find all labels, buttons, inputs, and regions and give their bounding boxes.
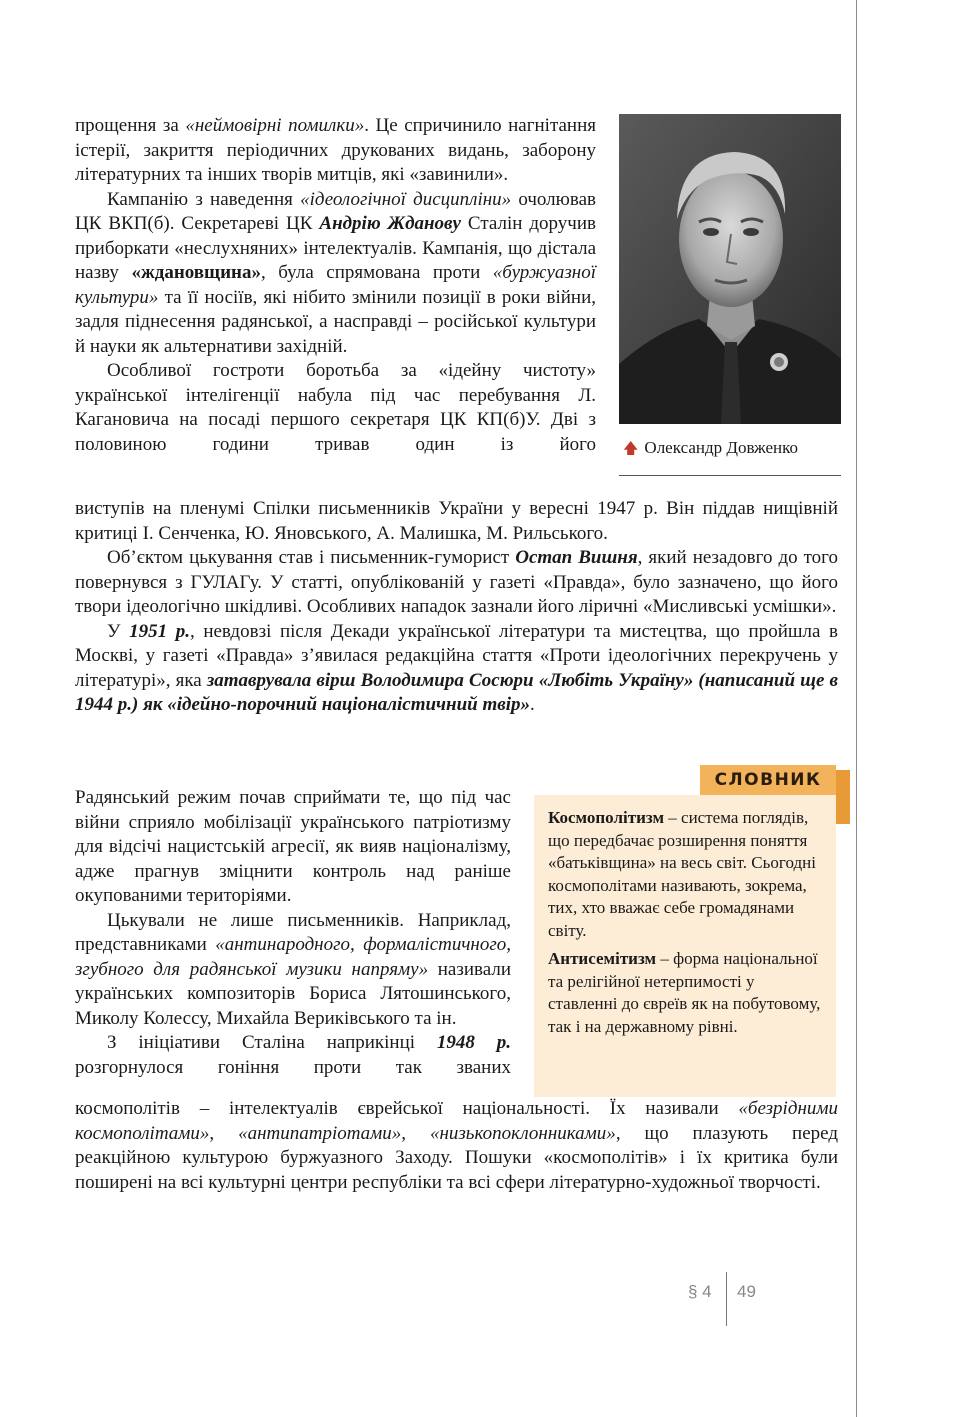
glossary-entry-cosmopolitanism: Космополітизм – система поглядів, що передбачає розширення поняття «батьківщина» на весь світ. Сьогодні космополітами називають, зокрема, тих, хто вважає себе громадянами світу. <box>548 808 816 940</box>
paragraph-4: Об’єктом цькування став і письменник-гуморист Остап Вишня, який незадовго до того повернувся з ГУЛАГу. У статті, опублікованій у газеті «Правда», було зазначено, що його твори ідеологічно шкідливі. Особливих нападок зазнали його ліричні «Мисливські усмішки». <box>75 547 839 617</box>
glossary-box <box>534 795 836 1097</box>
paragraph-7-start: З ініціативи Сталіна наприкінці 1948 р. розгорнулося гоніння проти так званих <box>75 1032 511 1078</box>
glossary-tab-flap <box>836 770 850 824</box>
paragraph-number: § 4 <box>688 1282 712 1301</box>
portrait-photo <box>619 114 841 424</box>
text-column-full <box>75 497 838 718</box>
paragraph-5: У 1951 р., невдовзі після Декади української літератури та мистецтва, що пройшла в Москві, у газеті «Правда» з’явилася редакційна стаття «Проти ідеологічних перекручень у літературі», яка затаврувала вірш Володимира Сосюри «Любіть Україну» (написаний ще в 1944 р.) як «ідейно-порочний націоналістичний твір». <box>75 620 838 715</box>
text-column-middle <box>75 786 511 1080</box>
paragraph-6: Цькували не лише письменників. Наприклад, представниками «антинародного, формалістичного, згубного для радянської музики напряму» називали українських композиторів Бориса Лятошинського, Миколу Колессу, Михайла Вериківського та ін. <box>75 909 512 1029</box>
page-number: 49 <box>737 1282 756 1301</box>
paragraph-5-end: Радянський режим почав сприймати те, що під час війни сприяло мобілізації українського патріотизму для відсічі нацистській агресії, як вияв націоналізму, адже прагнув зміцнити контроль над раніше окупованими територіями. <box>75 787 511 906</box>
paragraph-2: Кампанію з наведення «ідеологічної дисципліни» очолював ЦК ВКП(б). Секретареві ЦК Андрію Жданову Сталін доручив приборкати «неслухняних» інтелектуалів. Кампанія, що дістала назву «ждановщина», була спрямована проти «буржуазної культури» та її носіїв, які нібито змінили позиції в роки війни, задля піднесення радянської, а насправді – російської культури й науки як альтернативи західній. <box>75 188 597 357</box>
portrait-illustration <box>619 114 841 424</box>
glossary-tab: СЛОВНИК <box>700 765 836 795</box>
text-column-top <box>75 114 596 457</box>
glossary-entry-antisemitism: Антисемітизм – форма національної та релігійної нетерпимості у ставленні до євреїв як на побутовому, так і на державному рівні. <box>548 949 821 1036</box>
arrow-up-icon: 🡅 <box>623 441 639 457</box>
text-column-bottom <box>75 1097 838 1195</box>
paragraph-1: прощення за «неймовірні помилки». Це спричинило нагнітання істерії, закриття періодичних друкованих видань, заборону літературних та інших творів митців, які «завинили». <box>75 115 597 185</box>
page-edge-line <box>856 0 857 1417</box>
photo-caption: 🡅 Олександр Довженко <box>619 436 841 476</box>
paragraph-7-end: космополітів – інтелектуалів єврейської національності. Їх називали «безрідними космополітами», «антипатріотами», «низькопоклонниками», що плазують перед реакційною культурою буржуазного Заходу. Пошуки «космополітів» і їх критика були поширені на всі культурні центри республіки та всі сфери літературно-художньої творчості. <box>75 1098 839 1193</box>
paragraph-3-start: Особливої гостроти боротьба за «ідейну чистоту» української інтелігенції набула під час перебування Л. Кагановича на посаді першого секретаря ЦК КП(б)У. Дві з половиною години тривав один із його <box>75 360 596 455</box>
footer-separator <box>726 1272 727 1326</box>
paragraph-3-end: виступів на пленумі Спілки письменників України у вересні 1947 р. Він піддав нищівній критиці І. Сенченка, Ю. Яновського, А. Малишка, М. Рильського. <box>75 498 838 544</box>
